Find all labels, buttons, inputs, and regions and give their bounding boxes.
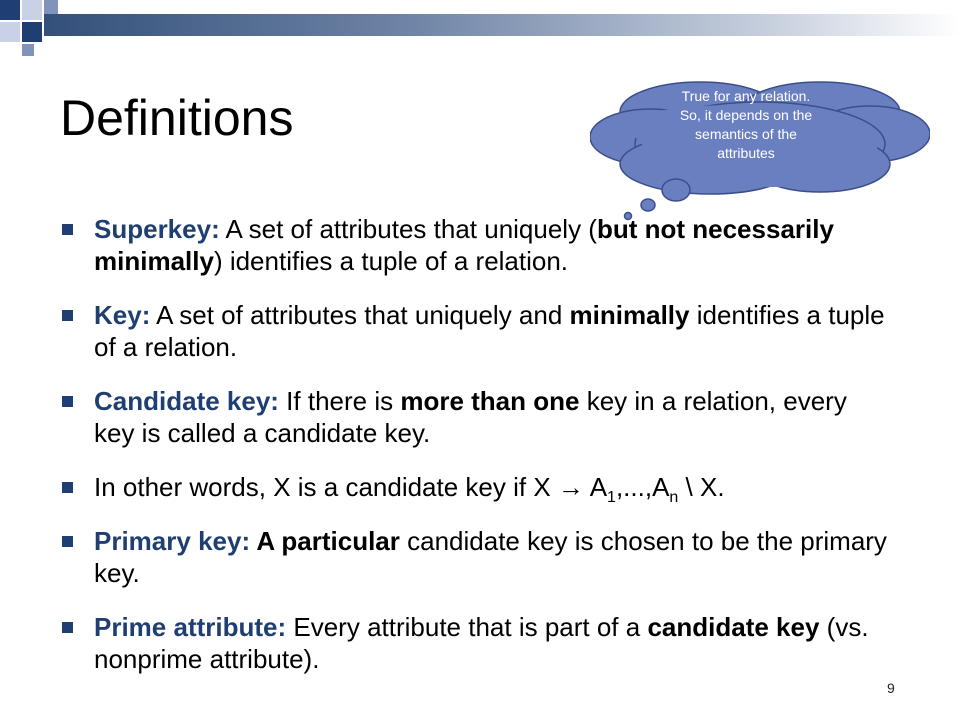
bullet-square-icon [62,482,73,493]
text-run: If there is [278,386,401,416]
cloud-tail-bubble [641,199,655,211]
text-run: In other words, X is a candidate key if X [94,472,558,502]
bullet-key [60,299,890,363]
term-label: Key: [94,300,151,330]
arrow-icon: → [557,472,584,502]
bubble-line: So, it depends on the [679,107,813,123]
bullet-square-icon [62,224,73,235]
text-run: A set of attributes that uniquely ( [219,214,597,244]
bullet-square-icon [62,310,73,321]
deco-square [22,0,42,20]
text-run: A [583,472,608,502]
emphasis-text: but not necessarily minimally [94,214,834,276]
deco-square [22,22,42,42]
deco-square [0,22,20,42]
bullet-in-other-words [60,471,890,507]
thought-bubble-text [640,87,852,163]
text-run: A set of attributes that uniquely and [150,300,570,330]
definitions-list [60,213,890,697]
term-label: Prime attribute: [94,612,287,642]
bullet-candidate-key [60,385,890,449]
deco-square [22,44,34,56]
emphasis-text: more than one [400,386,580,416]
bubble-line: attributes [717,145,775,161]
bullet-square-icon [62,622,73,633]
emphasis-text: minimally [569,300,690,330]
bullet-square-icon [62,536,73,547]
text-run: candidate key is chosen to be the primary key. [94,526,887,588]
text-run: key in a relation, every key is called a candidate key. [94,386,847,448]
bullet-primary-key [60,525,890,589]
deco-square [0,0,20,20]
subscript: 1 [607,489,616,507]
bullet-superkey [60,213,890,277]
title-bar-gradient [44,14,960,36]
bubble-line: True for any relation. [681,88,811,104]
page-number: 9 [887,680,895,696]
text-run: identifies a tuple of a relation. [94,300,885,362]
text-run: ) identifies a tuple of a relation. [213,246,569,276]
text-run: ,...,A [615,472,670,502]
bullet-square-icon [62,396,73,407]
bullet-prime-attribute [60,611,890,675]
term-label: Superkey: [94,214,220,244]
text-run: (vs. nonprime attribute). [94,612,869,674]
emphasis-text: candidate key [647,612,820,642]
text-run: Every attribute that is part of a [286,612,648,642]
term-label: Candidate key: [94,386,279,416]
slide-title: Definitions [60,90,294,146]
text-run: \ X. [678,472,725,502]
bubble-line: semantics of the [695,126,797,142]
deco-square [44,0,58,14]
term-label: Primary key: [94,526,251,556]
emphasis-text: A particular [250,526,400,556]
cloud-tail-bubble [662,179,690,201]
subscript: n [669,489,679,507]
